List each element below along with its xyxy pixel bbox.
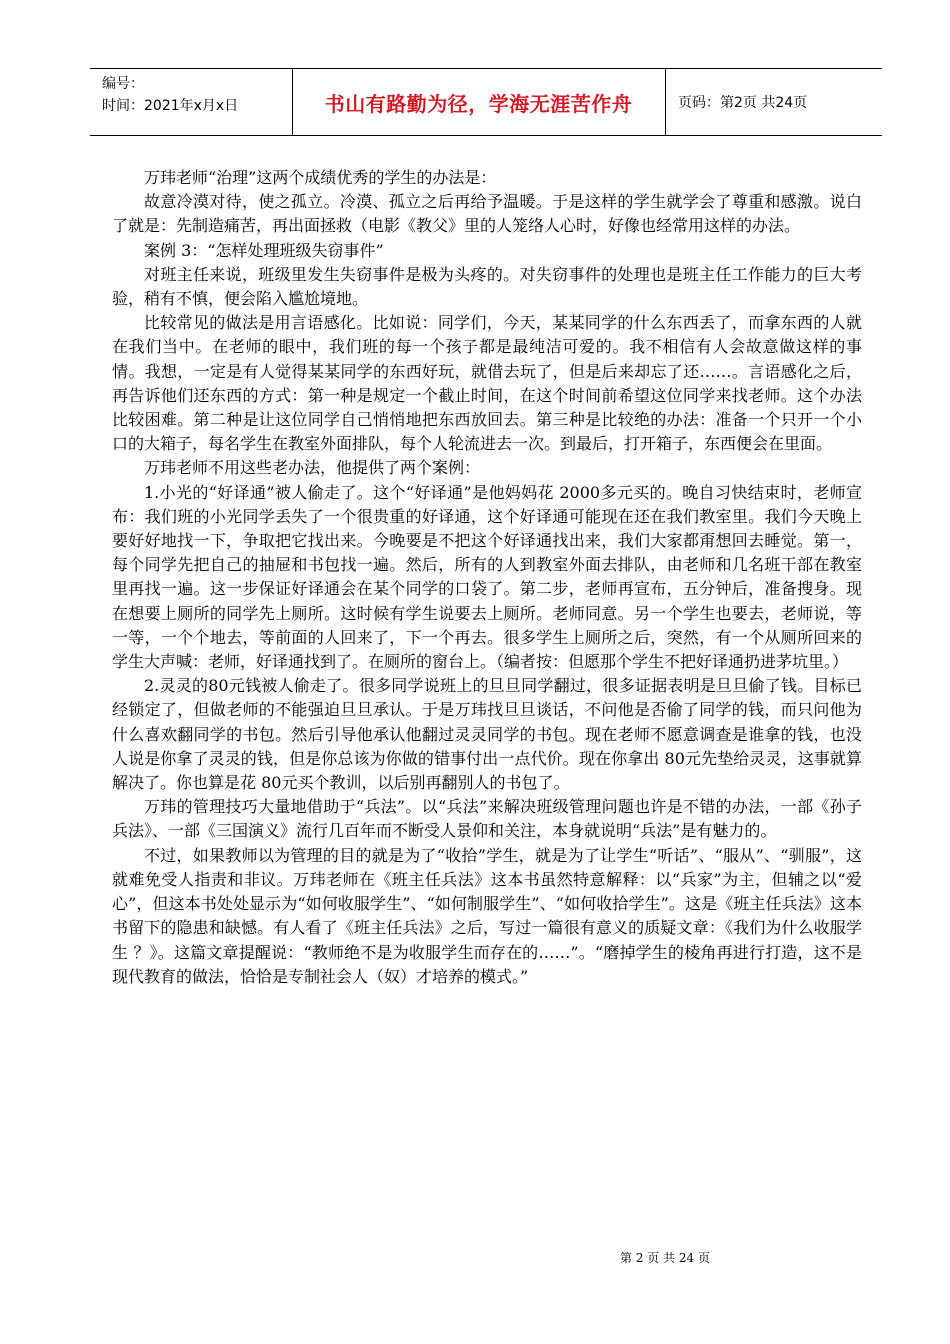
- page-footer: 第 2 页 共 24 页: [620, 1251, 710, 1265]
- header-info: [90, 69, 293, 135]
- header-motto: 书山有路勤为径，学海无涯苦作舟: [292, 69, 666, 135]
- paragraph: 万玮老师不用这些老办法，他提供了两个案例：: [144, 458, 481, 478]
- number-label: 编号：: [102, 76, 144, 92]
- page-header: [90, 68, 882, 136]
- time-label: 时间：2021年x月x日: [102, 98, 239, 114]
- paragraph: 2.灵灵的80元钱被人偷走了。很多同学说班上的旦旦同学翻过，很多证据表明是旦旦偷了钱。目标已经锁定了，但做老师的不能强迫旦旦承认。于是万玮找旦旦谈话，不问他是否偷了同学的钱，而只问他为什么喜欢翻同学的书包。然后引导他承认他翻过灵灵同学的书包。现在老师不愿意调查是谁拿的钱，也没人说是你拿了灵灵的钱，但是你总该为你做的错事付出一点代价。现在你拿出 80元先垫给灵灵，这事就算解决了。你也算是花 80元买个教训，以后别再翻别人的书包了。: [112, 676, 862, 793]
- paragraph: 比较常见的做法是用言语感化。比如说：同学们，今天，某某同学的什么东西丢了，而拿东西的人就在我们当中。在老师的眼中，我们班的每一个孩子都是最纯洁可爱的。我不相信有人会故意做这样的事情。我想，一定是有人觉得某某同学的东西好玩，就借去玩了，但是后来却忘了还……。言语感化之后，再告诉他们还东西的方式：第一种是规定一个截止时间，在这个时间前希望这位同学来找老师。这个办法比较困难。第二种是让这位同学自己悄悄地把东西放回去。第三种是比较绝的办法：准备一个只开一个小口的大箱子，每名学生在教室外面排队，每个人轮流进去一次。到最后，打开箱子，东西便会在里面。: [112, 313, 862, 454]
- paragraph: 1.小光的“好译通”被人偷走了。这个“好译通”是他妈妈花 2000多元买的。晚自习快结束时，老师宣布：我们班的小光同学丢失了一个很贵重的好译通，这个好译通可能现在还在我们教室里。我们今天晚上要好好地找一下，争取把它找出来。今晚要是不把这个好译通找出来，我们大家都甭想回去睡觉。第一，每个同学先把自己的抽屉和书包找一遍。然后，所有的人到教室外面去排队，由老师和几名班干部在教室里再找一遍。这一步保证好译通会在某个同学的口袋了。第二步，老师再宣布，五分钟后，准备搜身。现在想要上厕所的同学先上厕所。这时候有学生说要去上厕所。老师同意。另一个学生也要去，老师说，等一等，一个个地去，等前面的人回来了，下一个再去。很多学生上厕所之后，突然，有一个从厕所回来的学生大声喊：老师，好译通找到了。在厕所的窗台上。（编者按：但愿那个学生不把好译通扔进茅坑里。）: [112, 482, 862, 672]
- page-label: 页码：第2页 共24页: [678, 95, 808, 111]
- document-body: [112, 166, 862, 989]
- paragraph: 不过，如果教师以为管理的目的就是为了“收拾”学生，就是为了让学生“听话”、“服从”、“驯服”，这就难免受人指责和非议。万玮老师在《班主任兵法》这本书虽然特意解释：以“兵家”为主，但辅之以“爱心”，但这本书处处显示为“如何收服学生”、“如何制服学生”、“如何收拾学生”。这是《班主任兵法》这本书留下的隐患和缺憾。有人看了《班主任兵法》之后，写过一篇很有意义的质疑文章：《我们为什么收服学生 ？》。这篇文章提醒说：“教师绝不是为收服学生而存在的……”。“磨掉学生的棱角再进行打造，这不是现代教育的做法，恰恰是专制社会人（奴）才培养的模式。”: [112, 845, 862, 986]
- paragraph: 万玮的管理技巧大量地借助于“兵法”。以“兵法”来解决班级管理问题也许是不错的办法，一部《孙子兵法》、一部《三国演义》流行几百年而不断受人景仰和关注，本身就说明“兵法”是有魅力的。: [112, 797, 862, 841]
- paragraph: 案例 3：“怎样处理班级失窃事件”: [144, 240, 384, 260]
- paragraph: 万玮老师“治理”这两个成绩优秀的学生的办法是：: [144, 168, 497, 187]
- paragraph: 对班主任来说，班级里发生失窃事件是极为头疼的。对失窃事件的处理也是班主任工作能力的巨大考验，稍有不慎，便会陷入尴尬境地。: [112, 264, 862, 309]
- paragraph: 故意冷漠对待，使之孤立。冷漠、孤立之后再给予温暖。于是这样的学生就学会了尊重和感激。说白了就是：先制造痛苦，再出面拯救（电影《教父》里的人笼络人心时，好像也经常用这样的办法。: [112, 192, 862, 236]
- header-page: [666, 69, 882, 135]
